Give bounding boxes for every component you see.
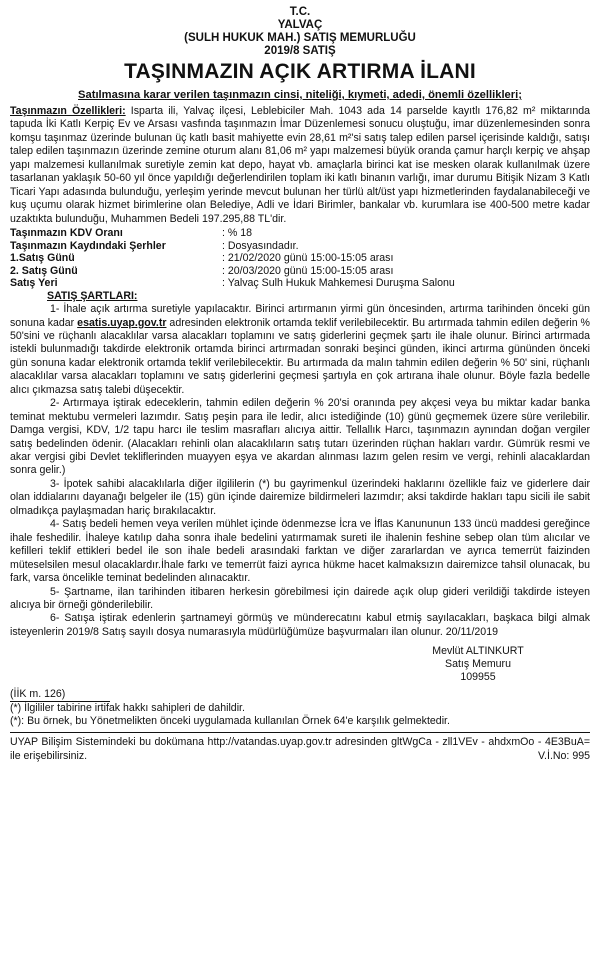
condition-1-text-a: 1- İhale açık artırma suretiyle yapılacaktır. Birinci artırmanın yirmi gün öncesinden, artırma tarihinden önceki gün sonuna kadar — [10, 303, 590, 329]
info-value: : Yalvaç Sulh Hukuk Mahkemesi Duruşma Salonu — [222, 277, 455, 290]
signer-name: Mevlüt ALTINKURT — [432, 645, 524, 658]
page-title: TAŞINMAZIN AÇIK ARTIRMA İLANI — [124, 60, 476, 83]
signer-role: Satış Memuru — [445, 658, 511, 671]
info-key: Taşınmazın Kaydındaki Şerhler — [10, 239, 166, 252]
announcement-page — [10, 0, 590, 955]
info-row — [10, 252, 590, 265]
condition-1 — [10, 303, 590, 397]
info-key: 1.Satış Günü — [10, 252, 75, 265]
info-row — [10, 227, 590, 240]
header-block — [10, 6, 590, 58]
info-key: Satış Yeri — [10, 277, 58, 290]
info-table — [10, 227, 590, 290]
page-subtitle: Satılmasına karar verilen taşınmazın cinsi, niteliği, kıymeti, adedi, önemli özellikleri; — [78, 89, 522, 101]
info-row — [10, 240, 590, 253]
condition-5: 5- Şartname, ilan tarihinden itibaren herkesin görebilmesi için dairede açık olup gideri verildiği takdirde isteyen alıcıya bir örneği gönderilebilir. — [10, 585, 590, 612]
footer-divider — [10, 732, 590, 733]
conditions-heading: SATIŞ ŞARTLARI: — [47, 290, 138, 303]
condition-4: 4- Satış bedeli hemen veya verilen mühlet içinde ödenmezse İcra ve İflas Kanununun 133 üncü maddesi gereğince ihale feshedilir. İhaleye katılıp daha sonra ihale bedelini yatırmamak sureti ile ihalenin feshine sebep olan tüm alıcılar ve kefilleri teklif ettikleri bedel ile son ihale bedeli arasındaki farktan ve diğer zararlardan ve ayrıca temerrüt faizinden müteselsilen mesul olacaklardır.İhale farkı ve temerrüt faizi ayrıca hükme hacet kalmaksızın dairemizce tahsil olunacak, bu fark, varsa öncelikle teminat bedelinden alınacaktır. — [10, 518, 590, 585]
info-value: : 20/03/2020 günü 15:00-15:05 arası — [222, 264, 394, 277]
property-text: Isparta ili, Yalvaç ilçesi, Leblebiciler Mah. 1043 ada 14 parselde kayıtlı 176,82 m² miktarında tapuda İki Katlı Kerpiç Ev ve Arsası vasfında taşınmazın İmar Düzenlemesi sonucu oluştuğu, imar düzenlemesinden sonra komşu taşınmaz üzerinde bulunan üç katlı basit mahiyette evin 28,61 m²'si satış talep edilen parsel içerisinde kaldığı, satışı talep edilen taşınmazın üzerinde zemine oturum alanı 81,06 m² yapı malzemesi büyük oranda çamur harçlı kerpiç ve ahşap yapı malzemesi kullanılmak suretiyle zemin kat depo, hayat vb. amaçlarla birinci kat ise mesken olarak kullanılmak üzere tasarlanan yaklaşık 50-60 yıl önce yapıldığı değerlendirilen toplam iki katlı binanın varlığı, imar durumu Bitişik Nizam 3 Katlı Ticari Yapı adasında bulunduğu, yerleşim yerinde mevcut bulunan her türlü alt/üst yapı hizmetlerinden faydalanabileceği ve kuş uçumu olarak hizmet birimlerine olan Belediye, Adli ve İdari Birimler, bankalar vb. kurumlara ise 400-500 metre kadar uzaktıkta bulunduğu, Muhammen Bedeli 197.295,88 TL'dir. — [10, 105, 590, 225]
uyap-text: UYAP Bilişim Sistemindeki bu dokümana http://vatandas.uyap.gov.tr adresinden gltWgCa - zll1VEv - ahdxmOo - 4E3BuA= ile erişebilirsiniz. — [10, 736, 590, 762]
info-value: : % 18 — [222, 227, 253, 240]
footnote-2: (*): Bu örnek, bu Yönetmelikten önceki uygulamada kullanılan Örnek 64'e karşılık gelmektedir. — [10, 715, 450, 728]
esatis-link[interactable]: esatis.uyap.gov.tr — [77, 316, 167, 329]
info-row — [10, 265, 590, 278]
signer-number: 109955 — [460, 671, 496, 684]
header-file-number: 2019/8 SATIŞ — [264, 45, 336, 57]
footnote-1: (*) İlgililer tabirine irtifak hakkı sahipleri de dahildir. — [10, 702, 245, 715]
info-value: : 21/02/2020 günü 15:00-15:05 arası — [222, 252, 394, 265]
uyap-access-note — [10, 736, 590, 763]
info-row — [10, 277, 590, 290]
header-district: YALVAÇ — [277, 19, 323, 31]
condition-2: 2- Artırmaya iştirak edeceklerin, tahmin edilen değerin % 20'si oranında pey akçesi veya bu miktar kadar banka teminat mektubu vermeleri lazımdır. Satış peşin para ile ledir, alıcı istediğinde (10) günü geçmemek üzere süre verilebilir. Damga vergisi, KDV, 1/2 tapu harcı ile teslim masrafları alıcıya aittir. Tellallık Harcı, taşınmazın aynından doğan vergiler satış bedelinden ödenir. (Alacakları rehinli olan alacaklıların satış tutarı üzerinden rüçhan hakları vardır. Gümrük resmi ve akar vergisi gibi Devlet tekliflerinden muayyen eşya ve akardan alınması lazım gelen resim ve vergi, rehinli alacaklardan sonra gelir.) — [10, 397, 590, 477]
signature-block — [403, 645, 553, 684]
info-key: 2. Satış Günü — [10, 264, 78, 277]
property-description — [10, 105, 590, 226]
header-tc: T.C. — [289, 6, 311, 18]
document-number: V.İ.No: 995 — [537, 749, 590, 762]
info-key: Taşınmazın KDV Oranı — [10, 227, 123, 240]
property-label: Taşınmazın Özellikleri: — [10, 105, 126, 117]
condition-3: 3- İpotek sahibi alacaklılarla diğer ilgililerin (*) bu gayrimenkul üzerindeki haklarını özellikle faiz ve giderlere dair olan iddialarını dayanağı belgeler ile (15) gün içinde dairemize bildirmeleri lazımdır; aksi takdirde hakları tapu sicili ile sabit olmadıkça paylaşmadan hariç bırakılacaktır. — [10, 477, 590, 517]
condition-1-text-b: adresinden elektronik ortamda teklif verilebilecektir. Bu artırmada tahmin edilen değerin % 50'sini ve rüçhanlı alacaklılar varsa alacakları toplamını ve satış giderlerini geçmek şartı ile ihale olunur. Birinci artırmada istekli bulunmadığı takdirde elektronik ortamda birinci artırmadan sonraki beşinci günden, ikinci artırma gününden önceki gün sonuna kadar elektronik ortamda teklif verilebilecektir. Bu artırmada da malın tahmin edilen değerin % 50' sini, rüçhanlı alacaklılar varsa alacakları toplamını ve satış giderlerini geçmesi şartıyla en çok artırana ihale olunur. Böyle fazla bedelle alıcı çıkmazsa satış talebi düşecektir. — [10, 316, 590, 396]
header-office: (SULH HUKUK MAH.) SATIŞ MEMURLUĞU — [184, 32, 416, 44]
law-reference: (İİK m. 126) — [10, 688, 110, 702]
condition-6: 6- Satışa iştirak edenlerin şartnameyi görmüş ve münderecatını kabul etmiş sayılacakları, başkaca bilgi almak isteyenlerin 2019/8 Satış sayılı dosya numarasıyla müdürlüğümüze başvurmaları ilan olunur. 20/11/2019 — [10, 612, 590, 638]
info-value: : Dosyasındadır. — [222, 239, 299, 252]
